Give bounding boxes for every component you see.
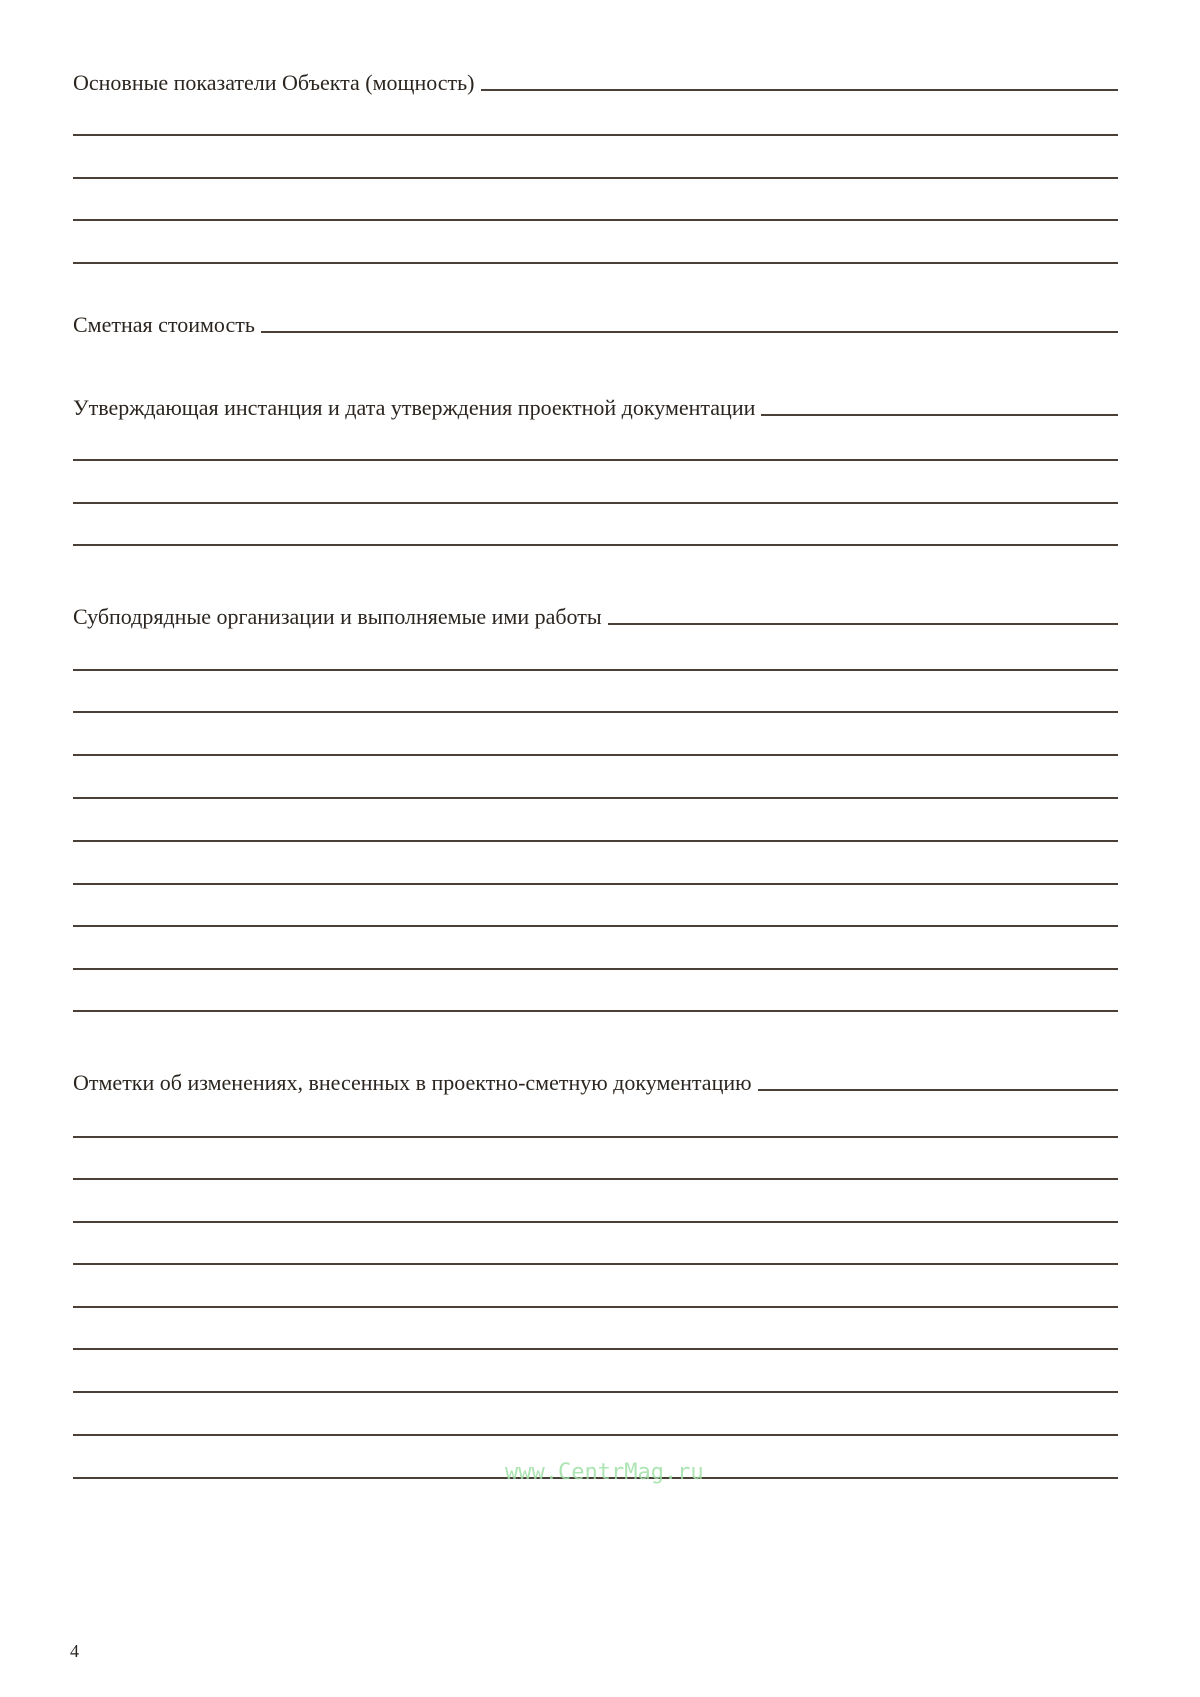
capacity-input-line[interactable] [481, 89, 1118, 91]
capacity-field[interactable] [73, 66, 1118, 96]
capacity-line[interactable] [73, 262, 1118, 264]
page-number: 4 [70, 1641, 79, 1661]
changes-line[interactable] [73, 1434, 1118, 1436]
subcontractors-field[interactable] [73, 600, 1118, 630]
capacity-line[interactable] [73, 134, 1118, 136]
subcontractors-line[interactable] [73, 669, 1118, 671]
changes-field[interactable] [73, 1066, 1118, 1096]
approval-line[interactable] [73, 459, 1118, 461]
subcontractors-line[interactable] [73, 711, 1118, 713]
subcontractors-line[interactable] [73, 883, 1118, 885]
changes-line[interactable] [73, 1263, 1118, 1265]
changes-label: Отметки об изменениях, внесенных в проектно-сметную документацию [73, 1070, 752, 1095]
approval-line[interactable] [73, 502, 1118, 504]
capacity-line[interactable] [73, 219, 1118, 221]
subcontractors-input-line[interactable] [608, 623, 1118, 625]
subcontractors-line[interactable] [73, 925, 1118, 927]
changes-line[interactable] [73, 1306, 1118, 1308]
subcontractors-line[interactable] [73, 754, 1118, 756]
changes-line[interactable] [73, 1221, 1118, 1223]
subcontractors-label: Субподрядные организации и выполняемые ими работы [73, 604, 602, 629]
subcontractors-line[interactable] [73, 968, 1118, 970]
approval-line[interactable] [73, 544, 1118, 546]
cost-label: Сметная стоимость [73, 312, 255, 337]
subcontractors-line[interactable] [73, 1010, 1118, 1012]
changes-line[interactable] [73, 1136, 1118, 1138]
watermark: www.CentrMag.ru [505, 1460, 704, 1485]
approval-field[interactable] [73, 391, 1118, 421]
changes-line[interactable] [73, 1178, 1118, 1180]
approval-input-line[interactable] [761, 414, 1118, 416]
capacity-line[interactable] [73, 177, 1118, 179]
cost-input-line[interactable] [261, 331, 1118, 333]
cost-field[interactable] [73, 308, 1118, 338]
approval-label: Утверждающая инстанция и дата утверждения проектной документации [73, 395, 756, 420]
capacity-label: Основные показатели Объекта (мощность) [73, 70, 475, 95]
changes-line[interactable] [73, 1391, 1118, 1393]
subcontractors-line[interactable] [73, 840, 1118, 842]
changes-input-line[interactable] [758, 1089, 1118, 1091]
changes-line[interactable] [73, 1348, 1118, 1350]
subcontractors-line[interactable] [73, 797, 1118, 799]
